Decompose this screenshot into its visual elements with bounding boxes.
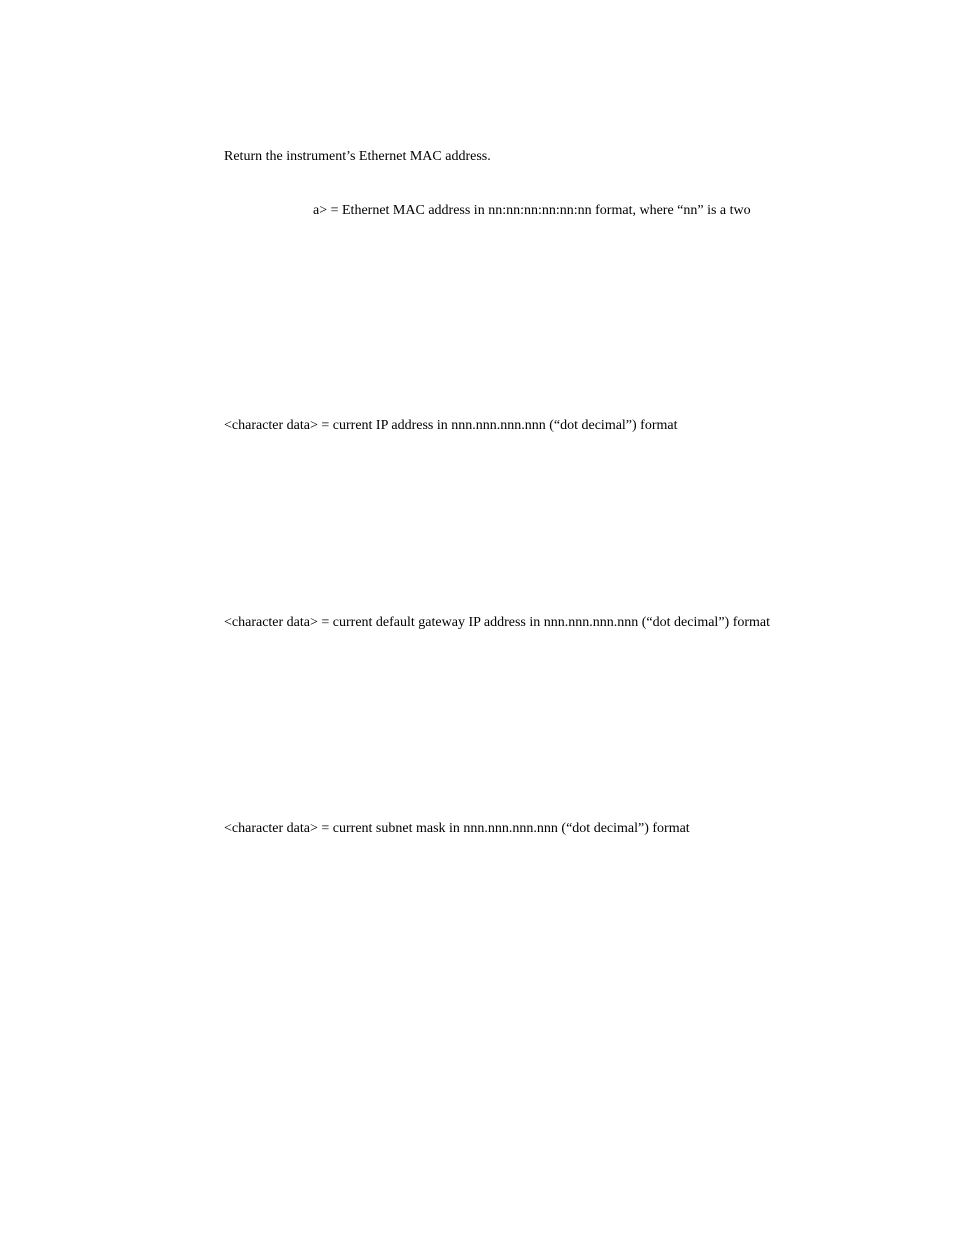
mac-address-format-text: a> = Ethernet MAC address in nn:nn:nn:nn:nn:nn format, where “nn” is a two <box>313 203 751 218</box>
gateway-address-format-text: <character data> = current default gateway IP address in nnn.nnn.nnn.nnn (“dot decimal”) format <box>224 615 771 630</box>
mac-address-description: Return the instrument’s Ethernet MAC address. <box>224 149 491 164</box>
subnet-mask-format-text: <character data> = current subnet mask in nnn.nnn.nnn.nnn (“dot decimal”) format <box>224 821 690 836</box>
ip-address-format-text: <character data> = current IP address in nnn.nnn.nnn.nnn (“dot decimal”) format <box>224 418 678 433</box>
